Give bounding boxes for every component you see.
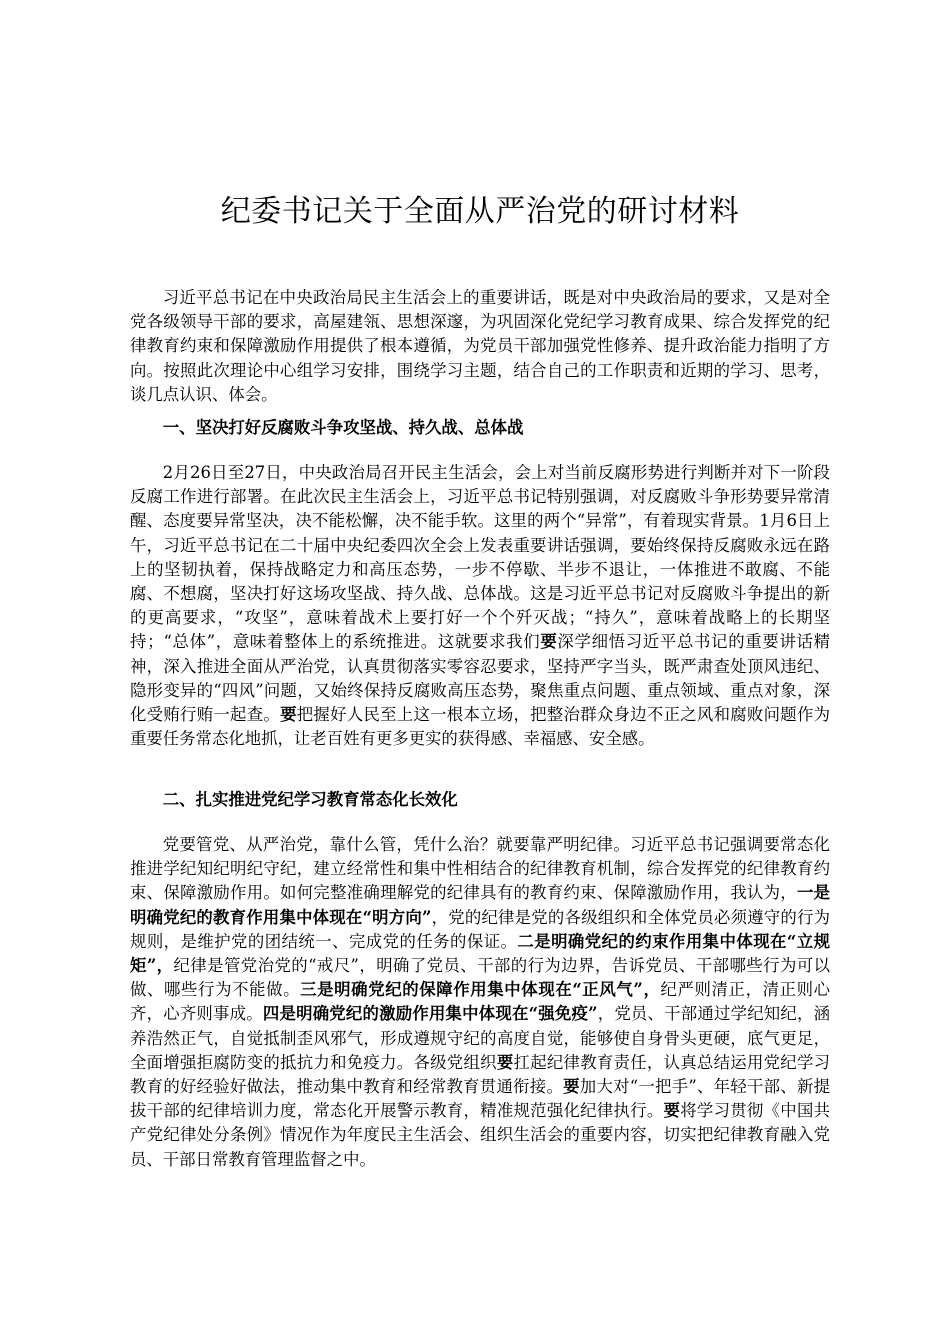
- section-2-text-2: ，党的纪律是党的各级组织和全体党员必须遵守的行为规则，是维护党的团结统一、完成党的任务的保证。: [130, 907, 830, 951]
- section-2-point-4: 四是明确党纪的激励作用集中体现在“强免疫”: [262, 1004, 598, 1024]
- section-1-text-3: 把握好人民至上这一根本立场，把整治群众身边不正之风和腐败问题作为重要任务常态化地抓，让老百姓有更多更实的获得感、幸福感、安全感。: [130, 705, 831, 749]
- section-2-point-3: 三是明确党纪的保障作用集中体现在“正风气”，: [300, 980, 661, 1000]
- section-1-emphasis-1: 要: [540, 632, 558, 652]
- section-2-heading: 二、扎实推进党纪学习教育常态化长效化: [162, 790, 458, 809]
- section-2-emphasis-1: 要: [496, 1052, 514, 1072]
- section-2-text-8: 将学习贯彻《中国共产党纪律处分条例》情况作为年度民主生活会、组织生活会的重要内容，切实把纪律教育融入党员、干部日常教育管理监督之中。: [130, 1101, 831, 1169]
- intro-paragraph: [130, 286, 830, 407]
- section-2-point-1: 一是明确党纪的教育作用集中体现在“明方向”: [130, 883, 831, 927]
- section-2-emphasis-2: 要: [563, 1077, 580, 1097]
- section-1-text-2: 深学细悟习近平总书记的重要讲话精神，深入推进全面从严治党，认真贯彻落实零容忍要求，坚持严字当头，既严肃查处顶风违纪、隐形变异的“四风”问题，又始终保持反腐败高压态势，聚焦重点问题、重点领域、重点对象，深化受贿行贿一起查。: [130, 632, 831, 725]
- intro-text: 习近平总书记在中央政治局民主生活会上的重要讲话，既是对中央政治局的要求，又是对全党各级领导干部的要求，高屋建瓴、思想深邃，为巩固深化党纪学习教育成果、综合发挥党的纪律教育约束和保障激励作用提供了根本遵循，为党员干部加强党性修养、提升政治能力指明了方向。按照此次理论中心组学习安排，围绕学习主题，结合自己的工作职责和近期的学习、思考，谈几点认识、体会。: [130, 288, 830, 404]
- section-2-emphasis-3: 要: [663, 1101, 681, 1121]
- section-2-text-7: 加大对“一把手”、年轻干部、新提拔干部的纪律培训力度，常态化开展警示教育，精准规范强化纪律执行。: [130, 1077, 831, 1121]
- section-2-text-6: 扛起纪律教育责任，认真总结运用党纪学习教育的好经验好做法，推动集中教育和经常教育贯通衔接。: [130, 1052, 831, 1097]
- section-1-text-1: 2月26日至27日，中央政治局召开民主生活会，会上对当前反腐形势进行判断并对下一阶段反腐工作进行部署。在此次民主生活会上，习近平总书记特别强调，对反腐败斗争形势要异常清醒、态度要异常坚决，决不能松懈，决不能手软。这里的两个“异常”，有着现实背景。1月6日上午，习近平总书记在二十届中央纪委四次全会上发表重要讲话强调，要始终保持反腐败永远在路上的坚韧执着，保持战略定力和高压态势，一步不停歇、半步不退让，一体推进不敢腐、不能腐、不想腐，坚决打好这场攻坚战、持久战、总体战。这是习近平总书记对反腐败斗争提出的新的更高要求，“攻坚”，意味着战术上要打好一个个歼灭战；“持久”，意味着战略上的长期坚持；“总体”，意味着整体上的系统推进。这就要求我们: [130, 463, 830, 652]
- section-2-text-4: 纪严则清正，清正则心齐，心齐则事成。: [130, 980, 831, 1024]
- section-1-heading: 一、坚决打好反腐败斗争攻坚战、持久战、总体战: [162, 418, 524, 437]
- section-2-text-5: ，党员、干部通过学纪知纪，涵养浩然正气，自觉抵制歪风邪气，形成遵规守纪的高度自觉，能够使自身骨头更硬，底气更足，全面增强拒腐防变的抵抗力和免疫力。各级党组织: [130, 1004, 831, 1072]
- section-1-paragraph: [130, 461, 830, 751]
- document-title: 纪委书记关于全面从严治党的研讨材料: [220, 194, 740, 230]
- section-1-emphasis-2: 要: [280, 705, 297, 725]
- section-2-text-3: 纪律是管党治党的“戒尺”，明确了党员、干部的行为边界，告诉党员、干部哪些行为可以做、哪些行为不能做。: [130, 956, 830, 1000]
- section-2-paragraph: [130, 833, 830, 1172]
- section-2-point-2: 二是明确党纪的约束作用集中体现在“立规矩”，: [130, 931, 830, 976]
- section-2-text-1: 党要管党、从严治党，靠什么管，凭什么治？就要靠严明纪律。习近平总书记强调要常态化推进学纪知纪明纪守纪，建立经常性和集中性相结合的纪律教育机制，综合发挥党的纪律教育约束、保障激励作用。如何完整准确理解党的纪律具有的教育约束、保障激励作用，我认为，: [130, 835, 830, 903]
